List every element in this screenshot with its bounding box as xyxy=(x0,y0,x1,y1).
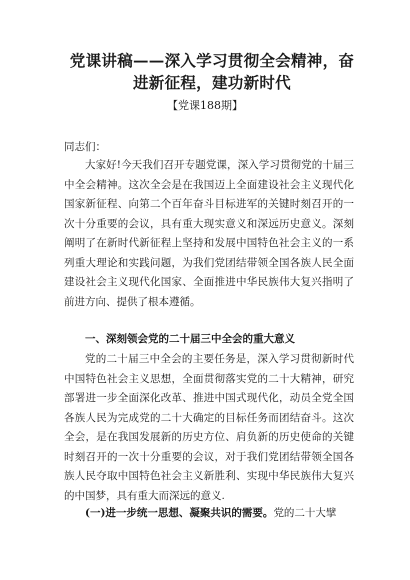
paragraph-intro: 大家好!今天我们召开专题党课，深入学习贯彻党的十届三中全会精神。这次全会是在我国迈上全面建设社会主义现代化国家新征程、向第二个百年奋斗目标进军的关键时刻召开的一次十分重要的会议，具有重大现实意义和深远历史意义。深刻阐明了在新时代新征程上坚持和发展中国特色社会主义的一系列重大理论和实践问题，为我们党团结带领全国各族人民全面建设社会主义现代化国家、全面推进中华民族伟大复兴指明了前进方向、提供了根本遵循。 xyxy=(64,159,354,308)
salutation: 同志们： xyxy=(64,141,106,153)
document-subtitle: 【党课188期】 xyxy=(167,99,243,112)
paragraph-subsection-1 xyxy=(64,504,354,524)
subsection-lead: (一)进一步统一思想、凝聚共识的需要。 xyxy=(85,507,274,519)
subsection-text: 党的二十大擘 xyxy=(273,507,337,519)
section-heading-1: 一、深刻领会党的二十届三中全会的重大意义 xyxy=(85,333,295,345)
paragraph-section-1: 党的二十届三中全会的主要任务是，深入学习贯彻新时代中国特色社会主义思想，全面贯彻落实党的二十大精神，研究部署进一步全面深化改革、推进中国式现代化，动员全党全国各族人民为完成党的二十大确定的目标任务而团结奋斗。这次全会，是在我国发展新的历史方位、肩负新的历史使命的关键时刻召开的一次十分重要的会议，对于我们党团结带领全国各族人民夺取中国特色社会主义新胜利、实现中华民族伟大复兴的中国梦，具有重大而深远的意义. xyxy=(64,353,354,502)
document-title: 党课讲稿——深入学习贯彻全会精神，奋进新征程，建功新时代 xyxy=(69,51,355,92)
